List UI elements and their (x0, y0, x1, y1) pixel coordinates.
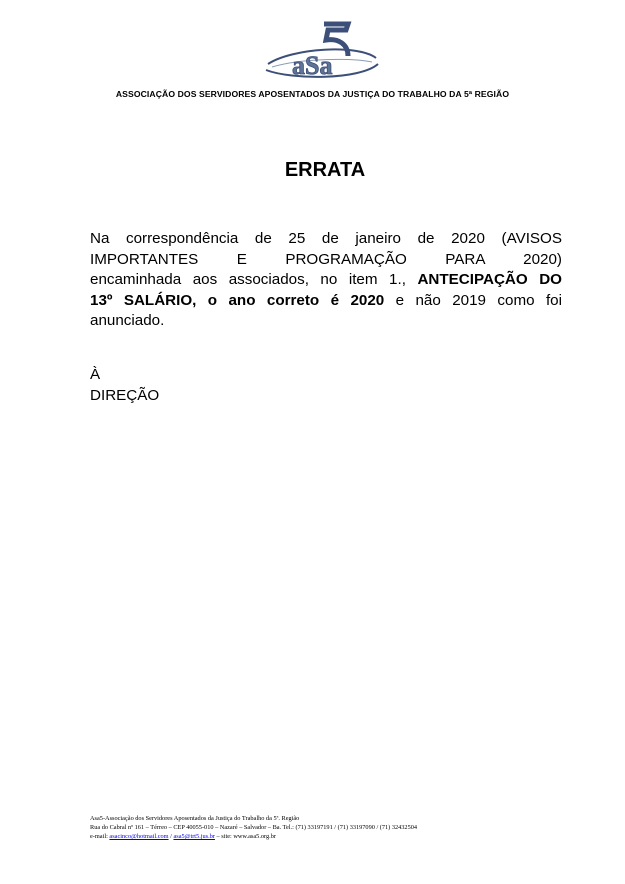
footer-email-separator: / (168, 833, 174, 841)
footer-site-text: – site: www.asa5.org.br (214, 833, 276, 841)
errata-body (90, 229, 562, 332)
body-line-5: anunciado. (90, 312, 165, 330)
asa5-logo (262, 18, 382, 88)
footer-email-label: e-mail: (90, 833, 110, 841)
footer (90, 814, 417, 842)
signature-line-1: À (90, 366, 101, 383)
body-line-4 (90, 291, 562, 312)
footer-email-link-2[interactable]: asa5@trt5.jus.br (173, 833, 215, 841)
body-line-2: IMPORTANTES E PROGRAMAÇÃO PARA 2020) (90, 250, 562, 268)
page-title: ERRATA (284, 159, 366, 181)
body-line-3-text: encaminhada aos associados, no item 1., (90, 271, 418, 289)
signature (90, 365, 159, 406)
footer-email-link-1[interactable]: asacinco@hotmail.com (109, 833, 169, 841)
signature-line-2: DIREÇÃO (90, 386, 160, 404)
body-line-4-bold: 13º SALÁRIO, o ano correto é 2020 (90, 291, 385, 309)
body-line-3 (90, 270, 562, 291)
footer-contact-line (90, 832, 417, 841)
body-line-1: Na correspondência de 25 de janeiro de 2020 (AVISOS (90, 230, 562, 247)
organization-name: ASSOCIAÇÃO DOS SERVIDORES APOSENTADOS DA JUSTIÇA DO TRABALHO DA 5ª REGIÃO (115, 89, 510, 99)
logo-text: aSa (292, 51, 333, 80)
footer-address-line: Rua do Cabral nº 161 – Térreo – CEP 40055-010 – Nazaré – Salvador – Ba. Tel.: (71) 33197191 / (71) 33197090 / (71) 32432504 (90, 824, 418, 832)
body-line-3-bold: ANTECIPAÇÃO DO (417, 271, 562, 289)
body-line-4-text: e não 2019 como foi (384, 291, 562, 309)
footer-org-line: Asa5-Associação dos Servidores Aposentados da Justiça do Trabalho da 5ª. Região (90, 815, 300, 822)
